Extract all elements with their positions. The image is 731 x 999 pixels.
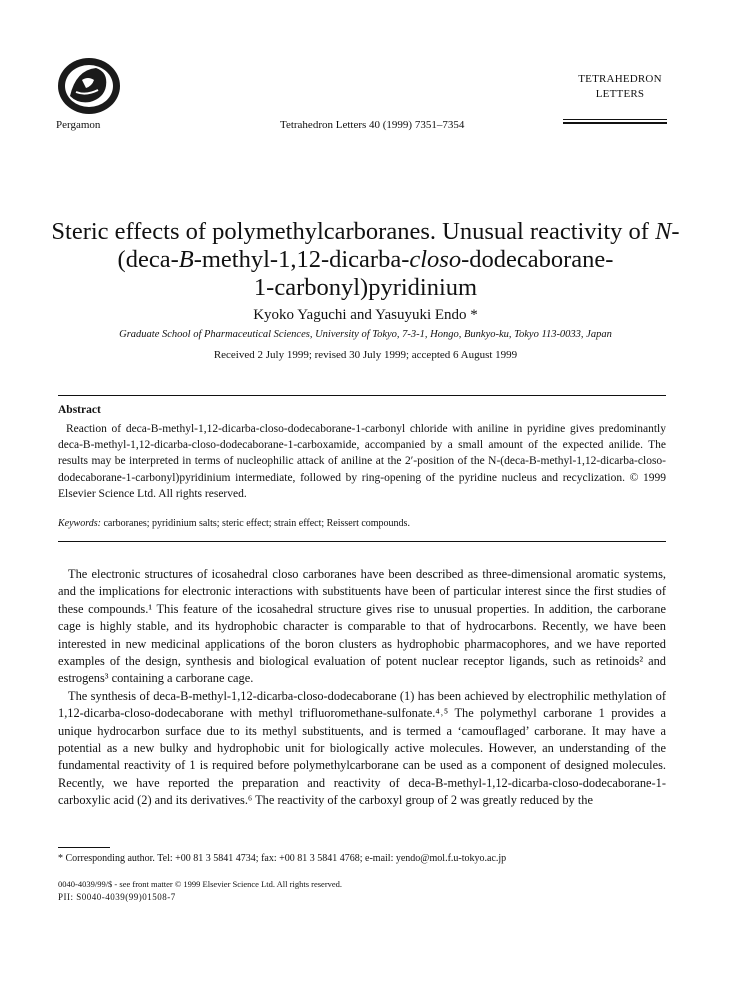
abstract-top-rule bbox=[58, 395, 666, 396]
body-paragraph: The electronic structures of icosahedral closo carboranes have been described as three-dimensional aromatic systems, and the implications for electronic interactions with substituents have been of particular interest since the first studies of these compounds.¹ This feature of the icosahedral structure gives rise to unusual properties. In addition, the carborane cage is highly stable, and its hydrophobic character is comparable to that of hydrocarbons. Recently, we have been interested in new medicinal applications of the boron clusters as hydrophobic pharmacophores, and we have reported examples of the design, synthesis and biological evaluation of potent nuclear receptor ligands, such as retinoids² and estrogens³ containing a carborane cage. bbox=[58, 567, 666, 686]
journal-citation: Tetrahedron Letters 40 (1999) 7351–7354 bbox=[280, 119, 465, 131]
authors: Kyoko Yaguchi and Yasuyuki Endo * bbox=[253, 307, 478, 323]
publisher-logo bbox=[56, 56, 122, 116]
abstract-bottom-rule bbox=[58, 541, 666, 542]
keywords bbox=[58, 518, 666, 529]
journal-rule-thick bbox=[563, 122, 667, 124]
pii-line: PII: S0040-4039(99)01508-7 bbox=[58, 892, 176, 902]
article-title: Steric effects of polymethylcarboranes. Unusual reactivity of N- (deca-B-methyl-1,12-dicarba-closo-dodecaborane- 1-carbonyl)pyridinium bbox=[51, 218, 680, 301]
footnote-rule bbox=[58, 847, 110, 848]
journal-name bbox=[560, 72, 680, 102]
abstract-heading: Abstract bbox=[58, 404, 101, 416]
body-paragraph: The synthesis of deca-B-methyl-1,12-dicarba-closo-dodecaborane (1) has been achieved by electrophilic methylation of 1,12-dicarba-closo-dodecaborane with methyl trifluoromethane-sulfonate.⁴˒⁵ The polymethyl carborane 1 provides a unique hydrocarbon surface due to its methyl substituents, and is termed a ‘camouflaged’ carborane. It may have a potential as a new bulky and hydrophobic unit for biologically active molecules. However, an understanding of the fundamental reactivity of 1 is required before polymethylcarborane can be used as a component of designed molecules. Recently, we have reported the preparation and reactivity of deca-B-methyl-1,12-dicarba-closo-dodecaborane-1-carboxylic acid (2) and its derivatives.⁶ The reactivity of the carboxyl group of 2 was greatly reduced by the bbox=[58, 688, 666, 808]
publisher-name: Pergamon bbox=[56, 119, 101, 131]
journal-rule bbox=[563, 119, 667, 120]
journal-name-line1: TETRAHEDRON bbox=[578, 73, 662, 85]
abstract-text: Reaction of deca-B-methyl-1,12-dicarba-closo-dodecaborane-1-carbonyl chloride with aniline in pyridine gives predominantly deca-B-methyl-1,12-dicarba-closo-dodecaborane-1-carboxamide, accompanied by a small amount of the expected anilide. The results may be interpreted in terms of nucleophilic attack of aniline at the 2′-position of the N-(deca-B-methyl-1,12-dicarba-closo-dodecaborane-1-carbonyl)pyridinium intermediate, followed by ring-opening of the pyridine nucleus and recyclization. © 1999 Elsevier Science Ltd. All rights reserved. bbox=[58, 423, 666, 500]
journal-name-line2: LETTERS bbox=[595, 88, 645, 100]
keywords-list: carboranes; pyridinium salts; steric effect; strain effect; Reissert compounds. bbox=[100, 518, 410, 529]
issn-line: 0040-4039/99/$ - see front matter © 1999 Elsevier Science Ltd. All rights reserved. bbox=[58, 879, 343, 889]
corresponding-author-footnote: * Corresponding author. Tel: +00 81 3 5841 4734; fax: +00 81 3 5841 4768; e-mail: yendo@mol.f.u-tokyo.ac.jp bbox=[58, 853, 507, 864]
keywords-label: Keywords: bbox=[58, 518, 101, 529]
affiliation: Graduate School of Pharmaceutical Sciences, University of Tokyo, 7-3-1, Hongo, Bunkyo-ku, Tokyo 113-0033, Japan bbox=[119, 329, 612, 340]
received-dates: Received 2 July 1999; revised 30 July 1999; accepted 6 August 1999 bbox=[213, 349, 518, 361]
body-text bbox=[58, 566, 666, 810]
